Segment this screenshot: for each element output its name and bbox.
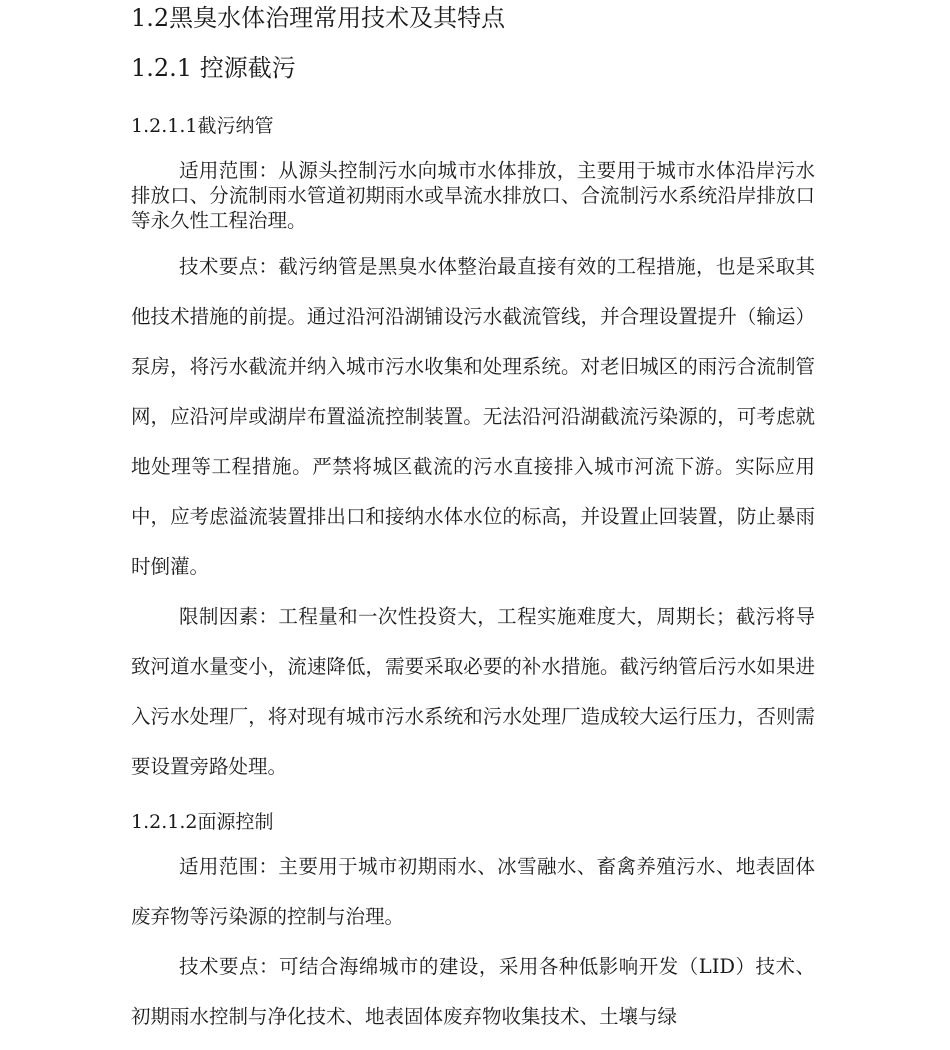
item-heading-interception: 1.2.1.1截污纳管 <box>131 115 274 137</box>
subsection-title: 1.2.1 控源截污 <box>131 54 296 82</box>
interception-scope-paragraph: 适用范围：从源头控制污水向城市水体排放，主要用于城市水体沿岸污水排放口、分流制雨水管道初期雨水或旱流水排放口、合流制污水系统沿岸排放口等永久性工程治理。 <box>131 159 815 232</box>
nonpoint-technical-paragraph: 技术要点：可结合海绵城市的建设，采用各种低影响开发（LID）技术、初期雨水控制与净化技术、地表固体废弃物收集技术、土壤与绿 <box>131 955 815 1028</box>
interception-limitations-paragraph: 限制因素：工程量和一次性投资大，工程实施难度大，周期长；截污将导致河道水量变小，流速降低，需要采取必要的补水措施。截污纳管后污水如果进入污水处理厂，将对现有城市污水系统和污水处理厂造成较大运行压力，否则需要设置旁路处理。 <box>131 605 815 778</box>
nonpoint-scope-paragraph: 适用范围：主要用于城市初期雨水、冰雪融水、畜禽养殖污水、地表固体废弃物等污染源的控制与治理。 <box>131 855 815 928</box>
section-title: 1.2黑臭水体治理常用技术及其特点 <box>131 4 506 32</box>
interception-technical-paragraph: 技术要点：截污纳管是黑臭水体整治最直接有效的工程措施，也是采取其他技术措施的前提。通过沿河沿湖铺设污水截流管线，并合理设置提升（输运）泵房，将污水截流并纳入城市污水收集和处理系统。对老旧城区的雨污合流制管网，应沿河岸或湖岸布置溢流控制装置。无法沿河沿湖截流污染源的，可考虑就地处理等工程措施。严禁将城区截流的污水直接排入城市河流下游。实际应用中，应考虑溢流装置排出口和接纳水体水位的标高，并设置止回装置，防止暴雨时倒灌。 <box>131 255 815 578</box>
item-heading-nonpoint-source: 1.2.1.2面源控制 <box>131 811 274 833</box>
